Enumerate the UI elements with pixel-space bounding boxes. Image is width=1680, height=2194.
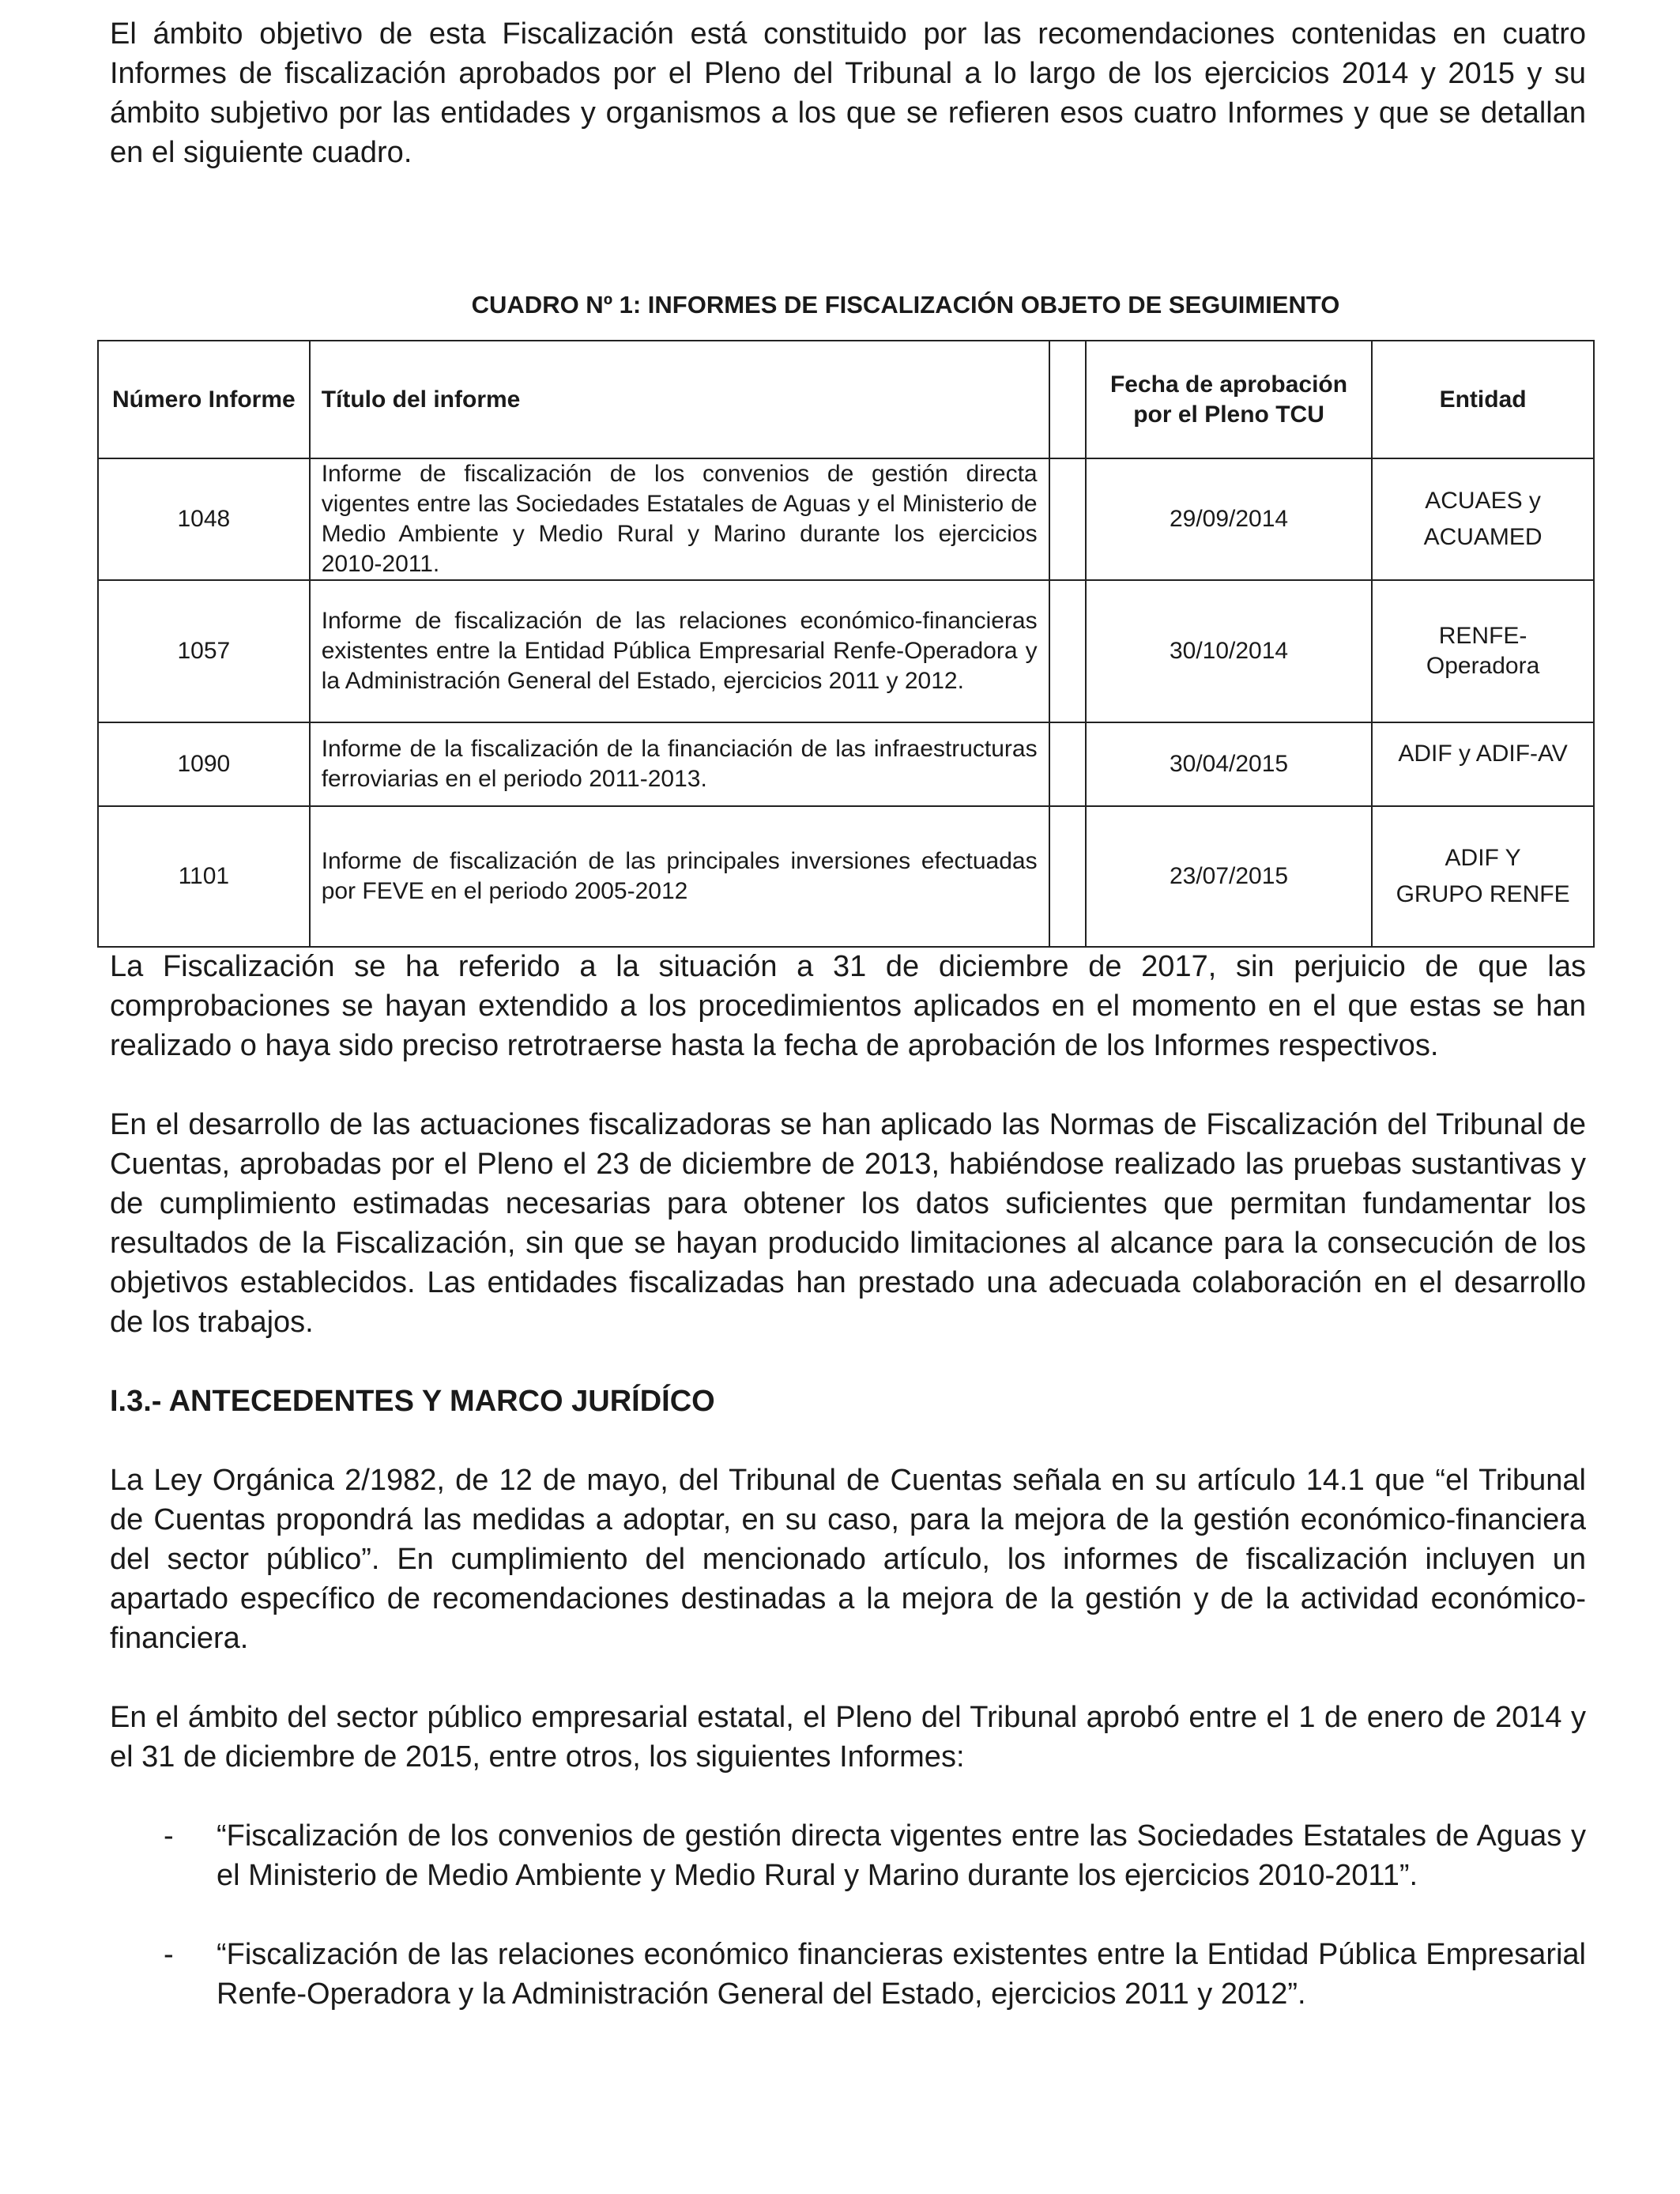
paragraph-standards: En el desarrollo de las actuaciones fiscalizadoras se han aplicado las Normas de Fiscalización del Tribunal de Cuentas, aprobadas por el Pleno el 23 de diciembre de 2013, habiéndose realizado las pruebas sustantivas y de cumplimiento estimadas necesarias para obtener los datos suficientes que permitan fundamentar los resultados de la Fiscalización, sin que se hayan producido limitaciones al alcance para la consecución de los objetivos establecidos. Las entidades fiscalizadas han prestado una adecuada colaboración en el desarrollo de los trabajos. (110, 1108, 1586, 1339)
entity-line: RENFE-Operadora (1426, 623, 1540, 679)
cell-number: 1101 (98, 806, 310, 947)
reports-table (97, 340, 1595, 948)
cell-date: 30/10/2014 (1086, 580, 1372, 722)
header-gap (1049, 341, 1086, 458)
table-row (98, 580, 1594, 722)
cell-entity (1372, 806, 1594, 947)
cell-date: 23/07/2015 (1086, 806, 1372, 947)
list-dash: - (164, 1938, 174, 1971)
header-title: Título del informe (310, 341, 1049, 458)
section-heading: I.3.- ANTECEDENTES Y MARCO JURÍDÍCO (110, 1385, 715, 1418)
document-page (110, 14, 1586, 321)
cell-title: Informe de fiscalización de las principales inversiones efectuadas por FEVE en el periodo 2005-2012 (310, 806, 1049, 947)
table-title: CUADRO Nº 1: INFORMES DE FISCALIZACIÓN OBJETO DE SEGUIMIENTO (471, 291, 1340, 319)
cell-gap (1049, 580, 1086, 722)
cell-date: 30/04/2015 (1086, 722, 1372, 806)
cell-date: 29/09/2014 (1086, 458, 1372, 580)
table-row (98, 458, 1594, 580)
entity-line: ACUAES y (1425, 488, 1541, 514)
table-row (98, 806, 1594, 947)
cell-number: 1057 (98, 580, 310, 722)
header-entity: Entidad (1372, 341, 1594, 458)
cell-number: 1090 (98, 722, 310, 806)
cell-entity (1372, 722, 1594, 806)
paragraph-law: La Ley Orgánica 2/1982, de 12 de mayo, del Tribunal de Cuentas señala en su artículo 14.1 que “el Tribunal de Cuentas propondrá las medidas a adoptar, en su caso, para la mejora de la gestión económico-financiera del sector público”. En cumplimiento del mencionado artículo, los informes de fiscalización incluyen un apartado específico de recomendaciones destinadas a la mejora de la gestión y de la actividad económico-financiera. (110, 1464, 1586, 1655)
paragraph-scope-date: La Fiscalización se ha referido a la situación a 31 de diciembre de 2017, sin perjuicio de que las comprobaciones se hayan extendido a los procedimientos aplicados en el momento en el que estas se han realizado o haya sido preciso retrotraerse hasta la fecha de aprobación de los Informes respectivos. (110, 950, 1586, 1062)
paragraph-reports-approved: En el ámbito del sector público empresarial estatal, el Pleno del Tribunal aprobó entre el 1 de enero de 2014 y el 31 de diciembre de 2015, entre otros, los siguientes Informes: (110, 1701, 1586, 1774)
list-item-text: “Fiscalización de los convenios de gestión directa vigentes entre las Sociedades Estatales de Aguas y el Ministerio de Medio Ambiente y Medio Rural y Marino durante los ejercicios 2010-2011”. (217, 1819, 1586, 1892)
reports-list (110, 1816, 1586, 2014)
header-number: Número Informe (98, 341, 310, 458)
table-row (98, 722, 1594, 806)
entity-line: ADIF Y (1445, 845, 1521, 871)
entity-line: GRUPO RENFE (1396, 881, 1570, 907)
cell-gap (1049, 458, 1086, 580)
list-item (110, 1816, 1586, 1895)
list-item (110, 1935, 1586, 2014)
cell-title: Informe de la fiscalización de la financiación de las infraestructuras ferroviarias en el periodo 2011-2013. (310, 722, 1049, 806)
table-header-row (98, 341, 1594, 458)
list-dash: - (164, 1819, 174, 1853)
cell-number: 1048 (98, 458, 310, 580)
entity-line: ADIF y ADIF-AV (1398, 741, 1568, 767)
document-body (110, 947, 1586, 2053)
entity-line: ACUAMED (1423, 524, 1543, 550)
cell-title: Informe de fiscalización de los convenios de gestión directa vigentes entre las Sociedades Estatales de Aguas y el Ministerio de Medio Ambiente y Medio Rural y Marino durante los ejercicios 2010-2011. (310, 458, 1049, 580)
list-item-text: “Fiscalización de las relaciones económico financieras existentes entre la Entidad Pública Empresarial Renfe-Operadora y la Administración General del Estado, ejercicios 2011 y 2012”. (217, 1938, 1586, 2011)
cell-gap (1049, 722, 1086, 806)
cell-gap (1049, 806, 1086, 947)
cell-title: Informe de fiscalización de las relaciones económico-financieras existentes entre la Entidad Pública Empresarial Renfe-Operadora y la Administración General del Estado, ejercicios 2011 y 2012. (310, 580, 1049, 722)
cell-entity (1372, 580, 1594, 722)
cell-entity (1372, 458, 1594, 580)
header-date: Fecha de aprobación por el Pleno TCU (1086, 341, 1372, 458)
intro-paragraph: El ámbito objetivo de esta Fiscalización está constituido por las recomendaciones contenidas en cuatro Informes de fiscalización aprobados por el Pleno del Tribunal a lo largo de los ejercicios 2014 y 2015 y su ámbito subjetivo por las entidades y organismos a los que se refieren esos cuatro Informes y que se detallan en el siguiente cuadro. (110, 17, 1586, 169)
